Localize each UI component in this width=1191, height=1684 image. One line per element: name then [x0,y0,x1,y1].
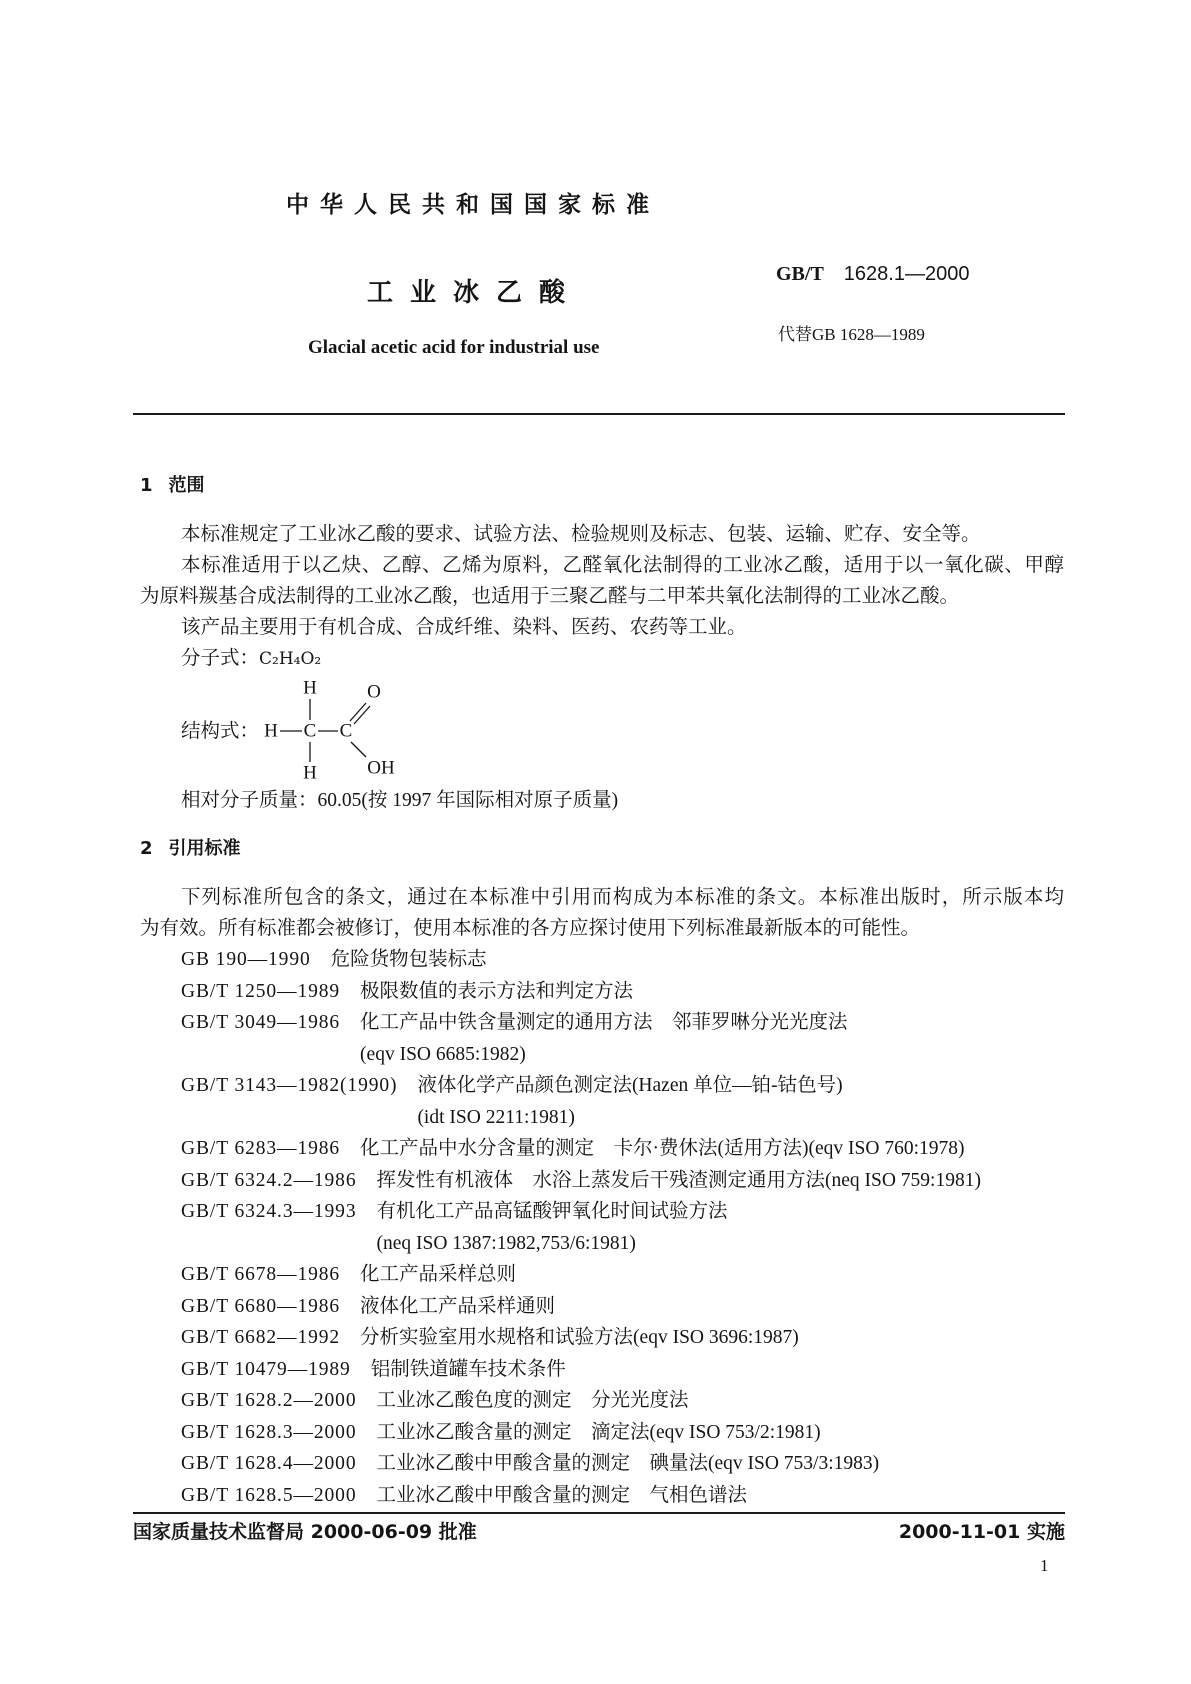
reference-equivalence-note: (eqv ISO 6685:1982) [360,1043,526,1065]
reference-code: GB 190—1990 [181,949,311,970]
section-number: 2 [140,838,153,859]
national-standard-heading: 中华人民共和国国家标准 [286,192,660,218]
standard-code [776,260,969,288]
reference-item [181,1480,1064,1512]
double-bond-b [354,706,370,724]
reference-item [181,1385,1064,1417]
section-title: 引用标准 [168,838,241,859]
reference-item [181,1196,1064,1259]
reference-code: GB/T 6680—1986 [181,1295,341,1317]
reference-title-block [360,1133,964,1165]
reference-title-block [331,944,487,976]
scope-paragraph-2-line-1: 本标准适用于以乙炔、乙醇、乙烯为原料，乙醛氧化法制得的工业冰乙酸，适用于以一氧化碳、甲醇 [181,555,1064,576]
reference-title-block [360,1322,799,1354]
reference-code: GB/T 1628.5—2000 [181,1484,357,1506]
reference-title: 工业冰乙酸色度的测定 分光光度法 [376,1390,689,1411]
reference-equivalence-note: (idt ISO 2211:1981) [417,1106,575,1128]
approval-statement: 国家质量技术监督局 2000-06-09 批准 [133,1521,477,1543]
reference-title-block [360,1259,516,1291]
scope-paragraph-2-line-2: 为原料羰基合成法制得的工业冰乙酸，也适用于三聚乙醛与二甲苯共氧化法制得的工业冰乙酸。 [140,586,960,607]
atom-h-left: H [264,720,278,742]
atom-h-top: H [303,677,317,699]
reference-title: 化工产品中铁含量测定的通用方法 邻菲罗啉分光光度法 [360,1012,848,1033]
standard-code-number: 1628.1—2000 [843,263,970,285]
reference-title: 工业冰乙酸中甲酸含量的测定 碘量法(eqv ISO 753/3:1983) [376,1453,880,1474]
reference-title: 有机化工产品高锰酸钾氧化时间试验方法 [376,1201,728,1222]
reference-title: 分析实验室用水规格和试验方法(eqv ISO 3696:1987) [360,1327,799,1348]
reference-item [181,1070,1064,1133]
reference-code: GB/T 3049—1986 [181,1012,341,1033]
header-divider [133,413,1065,415]
scope-paragraph-1: 本标准规定了工业冰乙酸的要求、试验方法、检验规则及标志、包装、运输、贮存、安全等。 [181,524,981,545]
atom-c2: C [339,720,353,742]
reference-title-block [360,976,633,1008]
section-number: 1 [140,475,153,496]
effective-date: 2000-11-01 实施 [898,1521,1065,1543]
document-title-cn: 工业冰乙酸 [367,278,583,308]
references-intro-line-2: 为有效。所有标准都会被修订，使用本标准的各方应探讨使用下列标准最新版本的可能性。 [140,918,921,939]
reference-item [181,1417,1064,1449]
reference-title-block [376,1417,820,1449]
molar-mass-block [140,785,1064,816]
reference-code: GB/T 6324.3—1993 [181,1201,357,1222]
reference-item [181,1354,1064,1386]
reference-code: GB/T 3143—1982(1990) [181,1075,398,1096]
molecular-formula-line [140,643,1064,674]
reference-item [181,1133,1064,1165]
reference-title: 挥发性有机液体 水浴上蒸发后干残渣测定通用方法(neq ISO 759:1981) [376,1169,981,1191]
section-heading-references [140,833,241,864]
reference-title-block [376,1480,747,1512]
molecular-formula-label: 分子式： [181,648,260,669]
double-bond-a [350,703,366,721]
reference-title: 化工产品采样总则 [360,1264,517,1285]
reference-title-block [376,1385,688,1417]
reference-item [181,976,1064,1008]
reference-code: GB/T 6682—1992 [181,1327,341,1348]
reference-title-block [360,1291,555,1323]
reference-title: 危险货物包装标志 [330,949,487,970]
reference-item [181,1322,1064,1354]
reference-title-block [376,1448,879,1480]
scope-body [140,519,1064,674]
reference-title: 化工产品中水分含量的测定 卡尔·费休法(适用方法)(eqv ISO 760:1978) [360,1138,965,1159]
reference-code: GB/T 6324.2—1986 [181,1169,357,1191]
reference-title: 液体化工产品采样通则 [360,1295,556,1317]
reference-item [181,944,1064,976]
reference-code: GB/T 6283—1986 [181,1138,341,1159]
atom-c1: C [303,720,317,742]
reference-title: 液体化学产品颜色测定法(Hazen 单位—铂-钴色号) [417,1075,843,1096]
reference-title: 极限数值的表示方法和判定方法 [360,980,634,1002]
section-title: 范围 [168,475,205,496]
atom-o: O [367,681,381,703]
reference-item [181,1448,1064,1480]
reference-code: GB/T 1628.3—2000 [181,1421,357,1443]
reference-title: 工业冰乙酸中甲酸含量的测定 气相色谱法 [376,1484,747,1506]
reference-item [181,1259,1064,1291]
reference-list [181,944,1064,1511]
footer-divider [133,1512,1065,1514]
reference-code: GB/T 1628.2—2000 [181,1390,357,1411]
reference-title-block [376,1196,727,1259]
reference-title-block [371,1354,566,1386]
reference-title: 铝制铁道罐车技术条件 [370,1358,566,1380]
document-title-en: Glacial acetic acid for industrial use [308,337,600,358]
reference-title-block [417,1070,842,1133]
relative-molecular-mass: 相对分子质量：60.05(按 1997 年国际相对原子质量) [181,790,619,811]
reference-title-block [376,1165,980,1197]
reference-code: GB/T 6678—1986 [181,1264,341,1285]
references-intro-line-1: 下列标准所包含的条文，通过在本标准中引用而构成为本标准的条文。本标准出版时，所示版本均 [181,887,1064,908]
standard-code-prefix: GB/T [776,263,824,285]
replaces-standard: 代替GB 1628—1989 [778,325,925,344]
atom-h-bottom: H [303,762,317,784]
page-number: 1 [1040,1556,1049,1575]
section-heading-scope [140,470,205,501]
atom-oh: OH [367,757,395,779]
reference-item [181,1291,1064,1323]
reference-code: GB/T 1250—1989 [181,980,341,1002]
reference-item [181,1007,1064,1070]
scope-paragraph-3: 该产品主要用于有机合成、合成纤维、染料、医药、农药等工业。 [181,617,747,638]
reference-equivalence-note: (neq ISO 1387:1982,753/6:1981) [376,1232,636,1254]
bond-c-oh [351,742,366,757]
reference-item [181,1165,1064,1197]
structural-formula-label: 结构式： [181,721,260,742]
reference-code: GB/T 1628.4—2000 [181,1453,357,1474]
reference-title: 工业冰乙酸含量的测定 滴定法(eqv ISO 753/2:1981) [376,1421,821,1443]
structural-formula-diagram [140,673,440,784]
molecular-formula: C₂H₄O₂ [259,649,322,669]
references-intro [140,882,1064,944]
reference-code: GB/T 10479—1989 [181,1358,351,1380]
reference-title-block [360,1007,848,1070]
